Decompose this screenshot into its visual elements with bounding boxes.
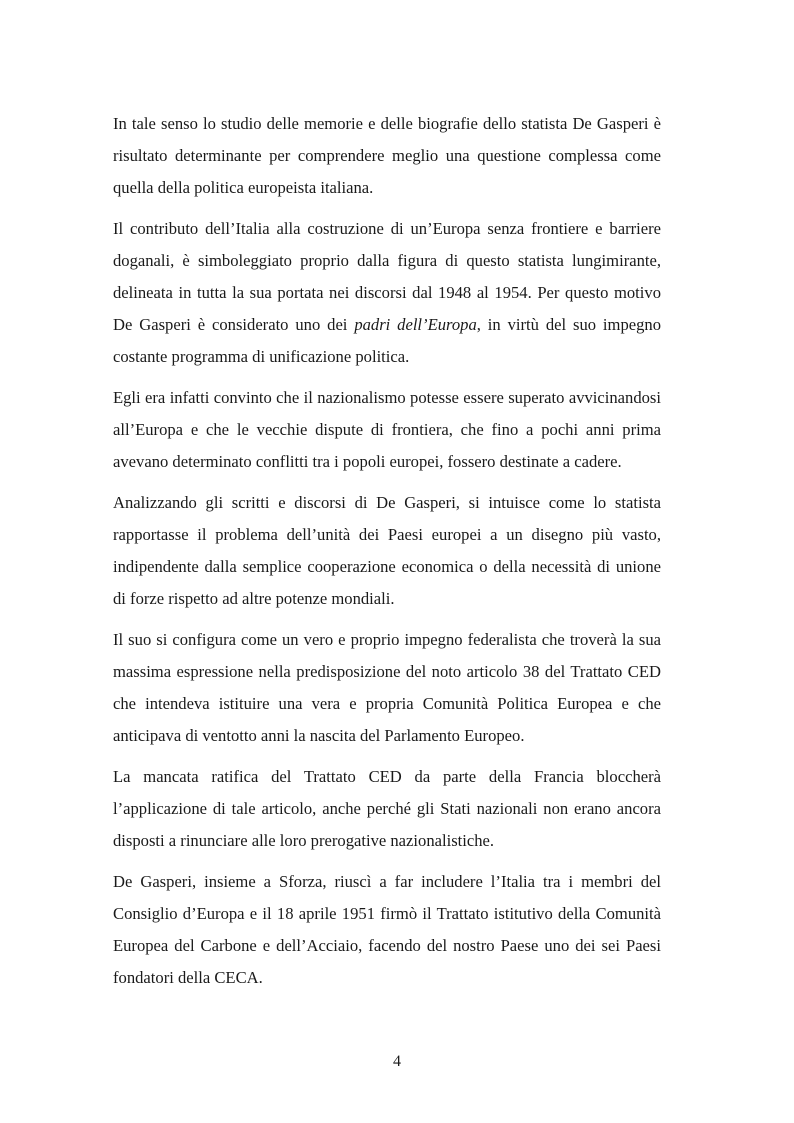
paragraph-7 [113,866,661,994]
paragraph-4 [113,487,661,615]
paragraph-4-text: Analizzando gli scritti e discorsi di De Gasperi, si intuisce come lo statista rapportasse il problema dell’unità dei Paesi europei a un disegno più vasto, indipendente dalla semplice cooperazione economica o della necessità di unione di forze rispetto ad altre potenze mondiali. [113,493,661,608]
paragraph-3-text: Egli era infatti convinto che il nazionalismo potesse essere superato avvicinandosi all’Europa e che le vecchie dispute di frontiera, che fino a pochi anni prima avevano determinato conflitti tra i popoli europei, fossero destinate a cadere. [113,388,661,471]
paragraph-2-italic: padri dell’Europa [354,315,477,334]
paragraph-2-text-a: Il contributo dell’Italia alla costruzione di un’Europa senza frontiere e barriere doganali, è simboleggiato proprio dalla figura di questo statista lungimirante, delineata in tutta la sua portata nei discorsi dal 1948 al 1954. Per questo motivo De Gasperi è considerato uno dei [113,219,661,334]
paragraph-3 [113,382,661,478]
paragraph-5-text: Il suo si configura come un vero e proprio impegno federalista che troverà la sua massima espressione nella predisposizione del noto articolo 38 del Trattato CED che intendeva istituire una vera e propria Comunità Politica Europea e che anticipava di ventotto anni la nascita del Parlamento Europeo. [113,630,661,745]
paragraph-6 [113,761,661,857]
paragraph-5 [113,624,661,752]
paragraph-1 [113,108,661,204]
paragraph-6-text: La mancata ratifica del Trattato CED da parte della Francia bloccherà l’applicazione di tale articolo, anche perché gli Stati nazionali non erano ancora disposti a rinunciare alle loro prerogative nazionalistiche. [113,767,661,850]
paragraph-1-text: In tale senso lo studio delle memorie e delle biografie dello statista De Gasperi è risultato determinante per comprendere meglio una questione complessa come quella della politica europeista italiana. [113,114,661,197]
paragraph-2 [113,213,661,373]
paragraph-2-text-b: , in virtù del suo impegno costante programma di unificazione politica. [113,315,661,366]
paragraph-7-text: De Gasperi, insieme a Sforza, riuscì a far includere l’Italia tra i membri del Consiglio d’Europa e il 18 aprile 1951 firmò il Trattato istitutivo della Comunità Europea del Carbone e dell’Acciaio, facendo del nostro Paese uno dei sei Paesi fondatori della CECA. [113,872,661,987]
page-number: 4 [393,1053,401,1070]
document-body [113,108,661,1003]
